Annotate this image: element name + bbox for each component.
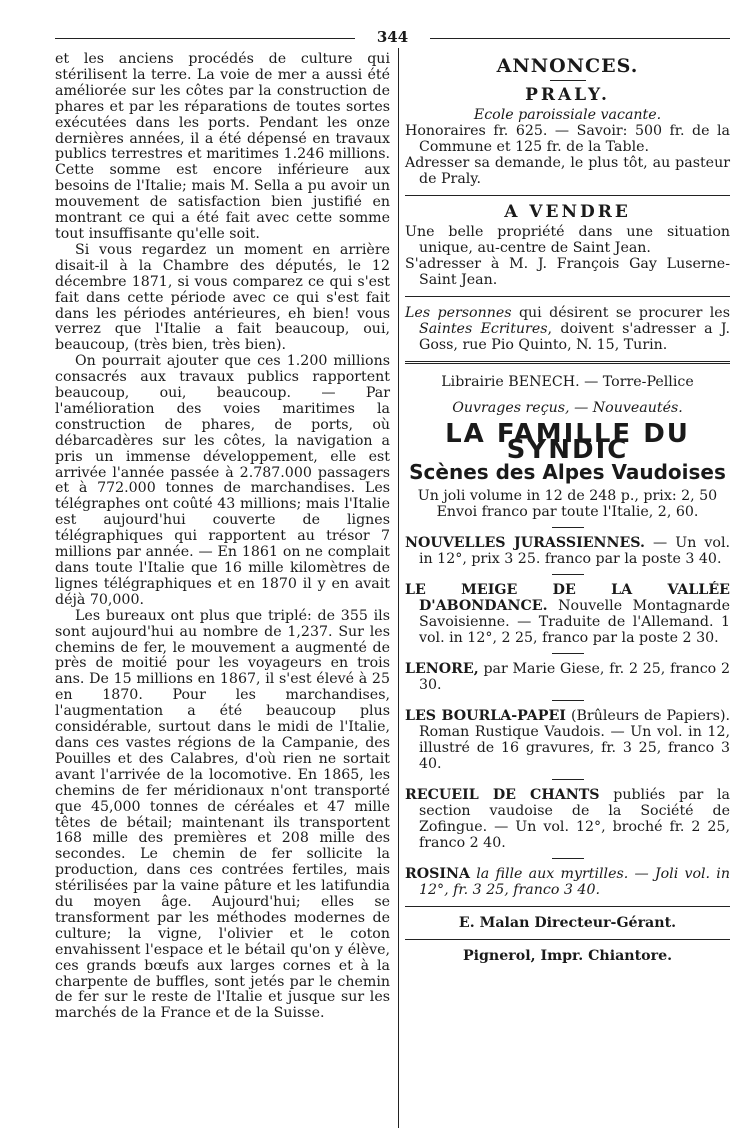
ad-text: — Un vol. in 12°, prix 3 25. franco par la poste 3 40.: [419, 535, 730, 567]
ecritures-text-1: qui désirent se procurer les: [511, 305, 730, 321]
ad-text: (Brûleurs de Papiers). Roman Rustique Vaudois. — Un vol. in 12, illustré de 16 gravures, fr. 3 25, franco 3 40.: [419, 708, 731, 772]
praly-line-1: Honoraires fr. 625. — Savoir: 500 fr. de la Commune et 125 fr. de la Table.: [405, 123, 730, 155]
annonces-title: ANNONCES.: [496, 55, 639, 77]
separator: [552, 779, 584, 780]
ecritures-notice: [405, 305, 730, 353]
article-paragraph-4: Les bureaux ont plus que triplé: de 355 ils sont aujourd'hui au nombre de 1,237. Sur les chemins de fer, le mouvement a augmenté de près de moitié pour les voyageurs en trois ans. De 15 millions en 1867, il s'est élevé à 25 en 1870. Pour les marchandises, l'augmentation a été beaucoup plus considérable, surtout dans le midi de l'Italie, dans ces vastes régions de la Campanie, des Pouilles et des Calabres, d'où rien ne sortait avant l'arrivée de la locomotive. En 1865, les chemins de fer méridionaux n'ont transporté que 45,000 tonnes de céréales et 47 mille têtes de bétail; maintenant ils transportent 168 mille des premières et 208 mille des secondes. Le chemin de fer sollicite la production, dans ces contrées fertiles, mais stérilisées par la vaine pâture et les latifundia du moyen âge. Aujourd'hui; elles se transforment par les méthodes modernes de culture; la vigne, l'olivier et le coton envahissent l'espace et le bétail qu'on y élève, ces grands bœufs aux larges cornes et à la charpente de buffles, sont jetés par le chemin de fer sur le reste de l'Italie et jusque sur les marchés de la France et de la Suisse.: [55, 607, 390, 1022]
ad-text: publiés par la section vaudoise de la Société de Zofingue. — Un vol. 12°, broché fr. 2 25, franco 2 40.: [419, 787, 731, 851]
ad-title: RECUEIL DE CHANTS: [405, 787, 600, 803]
ad-title: LES BOURLA-PAPEI: [405, 708, 566, 724]
footer-rule: [405, 906, 730, 907]
separator: [552, 653, 584, 654]
ad-item: [405, 787, 730, 851]
separator: [552, 527, 584, 528]
page-header: [55, 28, 730, 48]
ad-title: LENORE,: [405, 661, 479, 677]
page-number: 344: [376, 28, 409, 46]
praly-line-2: Adresser sa demande, le plus tôt, au pasteur de Praly.: [405, 155, 730, 187]
separator: [552, 858, 584, 859]
section-rule: [405, 195, 730, 196]
header-rule-left: [55, 38, 355, 39]
ecritures-italic-2: Saintes Ecritures: [419, 321, 548, 337]
section-rule: [405, 296, 730, 297]
librairie-heading: Librairie BENECH. — Torre-Pellice: [441, 374, 694, 390]
ad-item: [405, 535, 730, 567]
librairie-subtitle: Ouvrages reçus, — Nouveautés.: [452, 400, 683, 416]
ad-item: [405, 866, 730, 898]
ad-item: [405, 582, 730, 646]
book-price-2: Envoi franco par toute l'Italie, 2, 60.: [436, 504, 699, 520]
separator: [552, 574, 584, 575]
vendre-line-1: Une belle propriété dans une situation unique, au-centre de Saint Jean.: [405, 224, 730, 256]
vendre-heading: A VENDRE: [504, 202, 631, 222]
ad-title: NOUVELLES JURASSIENNES.: [405, 535, 645, 551]
article-paragraph-1: et les anciens procédés de culture qui stérilisent la terre. La voie de mer a aussi été améliorée sur les côtes par la construction de phares et par les réparations de toutes sortes exécutées dans les ports. Pendant les onze dernières années, il a été dépensé en travaux publics terrestres et maritimes 1.246 millions. Cette somme est encore inférieure aux besoins de l'Italie; mais M. Sella a pu avoir un mouvement de satisfaction bien justifié en montrant ce qui a été fait avec cette somme tout insuffisante qu'elle soit.: [55, 51, 390, 242]
footer-rule: [405, 939, 730, 940]
ecritures-italic-1: Les personnes: [405, 305, 512, 321]
column-divider: [398, 48, 399, 1128]
praly-subtitle: Ecole paroissiale vacante.: [473, 107, 662, 123]
ad-title: ROSINA: [405, 866, 471, 882]
header-rule-right: [430, 38, 730, 39]
ecritures-text-2: , doivent s'adresser a J. Goss, rue Pio Quinto, N. 15, Turin.: [419, 321, 730, 353]
ad-title: LE MEIGE DE LA VALLÉE D'ABONDANCE.: [405, 582, 730, 614]
praly-heading: PRALY.: [525, 85, 610, 105]
article-paragraph-3: On pourrait ajouter que ces 1.200 millions consacrés aux travaux publics rapportent beaucoup, oui, beaucoup. — Par l'amélioration des voies maritimes la construction de phares, de ports, où débarcadères sur les côtes, la navigation a pris un immense développement, elle est arrivée l'année passée à 2.787.000 passagers et à 772.000 tonnes de marchandises. Les télégraphes ont coûté 43 millions; mais l'Italie est aujourd'hui couverte de lignes télégraphiques qui rapportent au trésor 7 millions par année. — En 1861 on ne complait dans toute l'Italie que 16 mille kilomètres de lignes télégraphiques et en 1870 il y en avait déjà 70,000.: [55, 353, 390, 608]
book-price-1: Un joli volume in 12 de 248 p., prix: 2, 50: [417, 488, 718, 504]
annonces-column: [405, 55, 730, 970]
ad-text: la fille aux myrtilles. — Joli vol. in 12°, fr. 3 25, franco 3 40.: [419, 866, 730, 898]
section-double-rule: [405, 361, 730, 364]
book-title: LA FAMILLE DU SYNDIC: [445, 419, 690, 465]
ad-text: par Marie Giese, fr. 2 25, franco 2 30.: [419, 661, 730, 693]
article-column: [55, 52, 390, 1022]
vendre-line-2: S'adresser à M. J. François Gay Luserne-Saint Jean.: [405, 256, 730, 288]
footer-printer: Pignerol, Impr. Chiantore.: [462, 948, 673, 964]
ad-item: [405, 708, 730, 772]
ad-item: [405, 661, 730, 693]
article-paragraph-2: Si vous regardez un moment en arrière disait-il à la Chambre des députés, le 12 décembre 1871, si vous comparez ce qui s'est fait dans cette période avec ce qui s'est fait dans les périodes antérieures, eh bien! vous verrez que l'Italie a fait beaucoup, oui, beaucoup, (très bien, très bien).: [55, 241, 390, 354]
footer-director: E. Malan Directeur-Gérant.: [458, 915, 677, 931]
separator: [550, 80, 586, 81]
book-subtitle: Scènes des Alpes Vaudoises: [409, 460, 726, 484]
ad-text: Nouvelle Montagnarde Savoisienne. — Traduite de l'Allemand. 1 vol. in 12°, 2 25, franco par la poste 2 30.: [419, 598, 730, 646]
separator: [552, 700, 584, 701]
